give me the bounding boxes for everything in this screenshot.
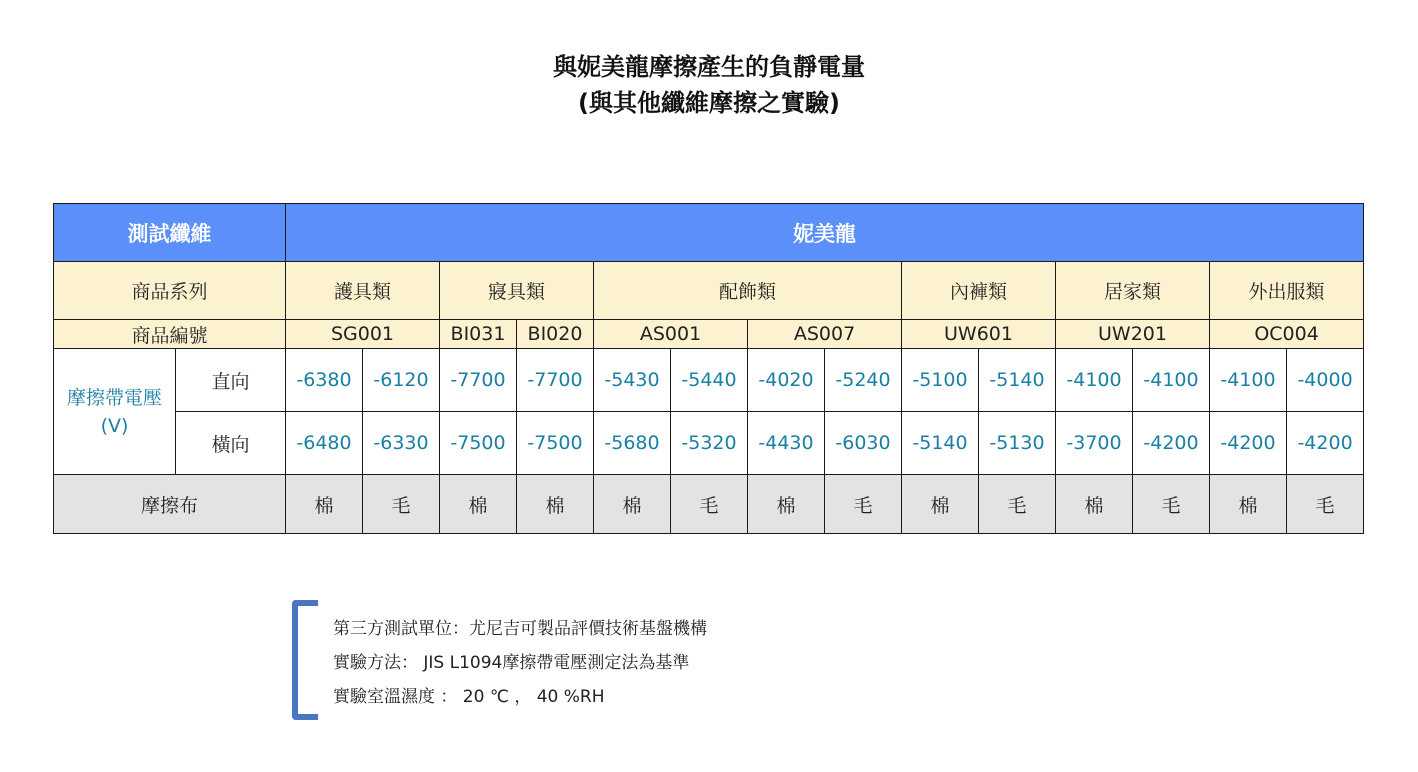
note-line: 第三方測試單位：尤尼吉可製品評價技術基盤機構 — [333, 619, 707, 639]
voltage-label-line1: 摩擦帶電壓 — [66, 386, 162, 409]
value-cell: -7500 — [440, 412, 517, 475]
value-cell: -4200 — [1210, 412, 1287, 475]
code-cell: BI020 — [517, 320, 594, 349]
voltage-label-line2: (V) — [100, 414, 129, 437]
cloth-cell: 棉 — [517, 475, 594, 534]
page-subtitle: (與其他纖維摩擦之實驗) — [578, 89, 840, 117]
code-cell: BI031 — [440, 320, 517, 349]
value-cell: -6380 — [286, 349, 363, 412]
category-cell: 外出服類 — [1210, 262, 1364, 320]
series-label: 商品系列 — [54, 262, 286, 320]
value-cell: -6330 — [363, 412, 440, 475]
notes-block — [333, 612, 707, 714]
code-row — [54, 320, 1364, 349]
voltage-label — [54, 349, 176, 475]
value-cell: -4430 — [748, 412, 825, 475]
note-line: 實驗方法： JIS L1094摩擦帶電壓測定法為基準 — [333, 653, 690, 673]
category-cell: 寢具類 — [440, 262, 594, 320]
value-cell: -4100 — [1210, 349, 1287, 412]
nylon-header: 妮美龍 — [286, 204, 1364, 262]
cloth-cell: 棉 — [286, 475, 363, 534]
value-cell: -6120 — [363, 349, 440, 412]
cloth-cell: 毛 — [671, 475, 748, 534]
value-cell: -5680 — [594, 412, 671, 475]
value-cell: -6480 — [286, 412, 363, 475]
cloth-cell: 棉 — [1056, 475, 1133, 534]
cloth-cell: 毛 — [1287, 475, 1364, 534]
cloth-cell: 棉 — [594, 475, 671, 534]
cloth-label: 摩擦布 — [54, 475, 286, 534]
value-cell: -5440 — [671, 349, 748, 412]
code-cell: AS007 — [748, 320, 902, 349]
value-cell: -5320 — [671, 412, 748, 475]
value-cell: -5100 — [902, 349, 979, 412]
value-cell: -5140 — [902, 412, 979, 475]
value-cell: -7700 — [440, 349, 517, 412]
cloth-cell: 毛 — [979, 475, 1056, 534]
value-cell: -5130 — [979, 412, 1056, 475]
code-cell: UW201 — [1056, 320, 1210, 349]
cloth-cell: 棉 — [902, 475, 979, 534]
value-cell: -3700 — [1056, 412, 1133, 475]
category-cell: 護具類 — [286, 262, 440, 320]
value-cell: -4000 — [1287, 349, 1364, 412]
value-cell: -4020 — [748, 349, 825, 412]
category-cell: 居家類 — [1056, 262, 1210, 320]
note-line: 實驗室溫濕度 ： 20 ℃ ， 40 %RH — [333, 687, 605, 707]
value-cell: -5140 — [979, 349, 1056, 412]
cloth-cell: 毛 — [363, 475, 440, 534]
category-row — [54, 262, 1364, 320]
code-cell: SG001 — [286, 320, 440, 349]
transverse-values-row — [54, 412, 1364, 475]
value-cell: -5240 — [825, 349, 902, 412]
category-cell: 配飾類 — [594, 262, 902, 320]
direct-label: 直向 — [176, 349, 286, 412]
cloth-cell: 棉 — [748, 475, 825, 534]
value-cell: -4100 — [1133, 349, 1210, 412]
test-fiber-header: 測試纖維 — [54, 204, 286, 262]
code-cell: OC004 — [1210, 320, 1364, 349]
category-cell: 內褲類 — [902, 262, 1056, 320]
cloth-cell: 棉 — [440, 475, 517, 534]
value-cell: -6030 — [825, 412, 902, 475]
cloth-row — [54, 475, 1364, 534]
code-cell: AS001 — [594, 320, 748, 349]
page-title: 與妮美龍摩擦產生的負靜電量 — [553, 53, 865, 81]
value-cell: -4200 — [1287, 412, 1364, 475]
value-cell: -5430 — [594, 349, 671, 412]
value-cell: -7500 — [517, 412, 594, 475]
header-row — [54, 204, 1364, 262]
notes-bracket — [292, 600, 318, 720]
static-charge-table — [53, 203, 1364, 534]
code-label: 商品編號 — [54, 320, 286, 349]
value-cell: -7700 — [517, 349, 594, 412]
direct-values-row — [54, 349, 1364, 412]
cloth-cell: 毛 — [1133, 475, 1210, 534]
value-cell: -4100 — [1056, 349, 1133, 412]
cloth-cell: 棉 — [1210, 475, 1287, 534]
cloth-cell: 毛 — [825, 475, 902, 534]
value-cell: -4200 — [1133, 412, 1210, 475]
code-cell: UW601 — [902, 320, 1056, 349]
transverse-label: 橫向 — [176, 412, 286, 475]
